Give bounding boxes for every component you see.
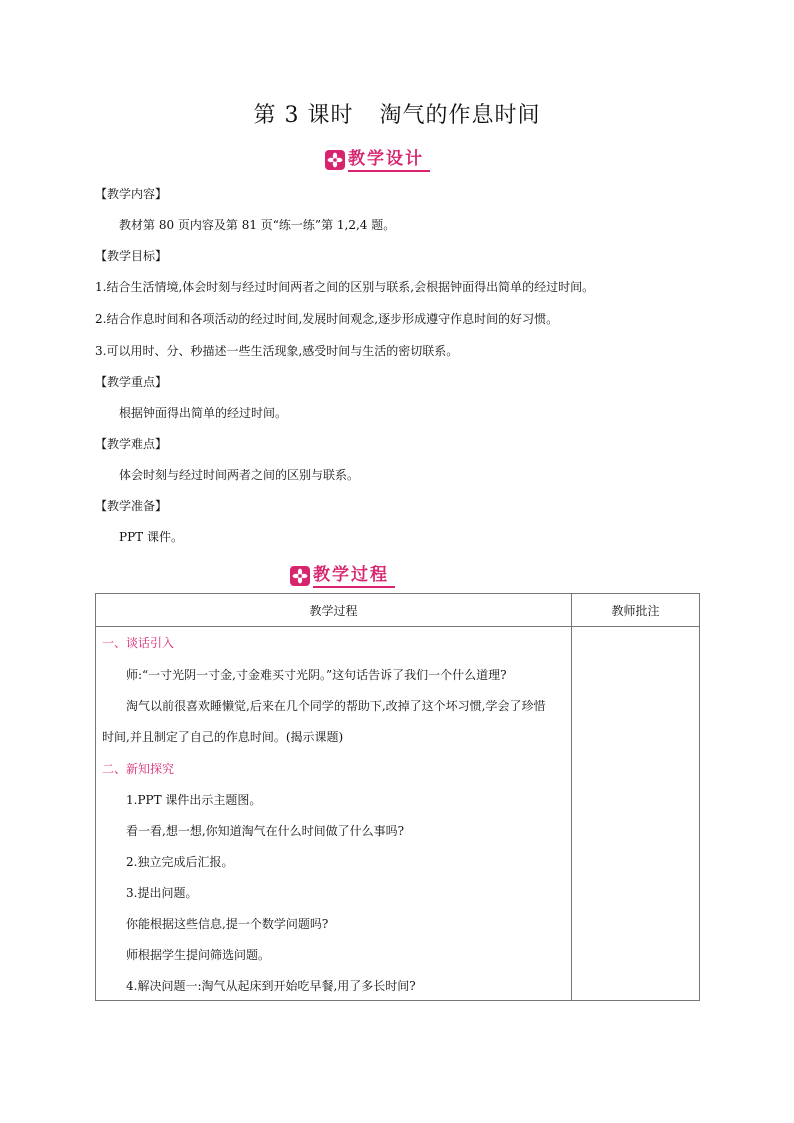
key-heading: 【教学重点】 (95, 375, 168, 389)
flower-icon (290, 566, 310, 586)
page-title (0, 102, 794, 130)
prep-heading: 【教学准备】 (95, 499, 168, 513)
goal-item: 3.可以用时、分、秒描述一些生活现象,感受时间与生活的密切联系。 (95, 344, 459, 358)
design-banner (325, 147, 430, 173)
key-text: 根据钟面得出简单的经过时间。 (119, 406, 288, 420)
flower-icon (325, 150, 345, 170)
section-heading-intro: 一、谈话引入 (102, 636, 175, 650)
prep-text: PPT 课件。 (119, 530, 183, 544)
process-line: 时间,并且制定了自己的作息时间。(揭示课题) (102, 730, 344, 744)
lesson-name: 淘气的作息时间 (379, 103, 541, 128)
process-line: 3.提出问题。 (126, 886, 198, 900)
header-teacher-notes: 教师批注 (572, 594, 700, 627)
process-line: 1.PPT 课件出示主题图。 (126, 793, 262, 807)
teacher-notes-cell (572, 627, 700, 1001)
process-banner-label: 教学过程 (313, 564, 395, 588)
section-heading-explore: 二、新知探究 (102, 762, 175, 776)
process-line: 2.独立完成后汇报。 (126, 855, 234, 869)
process-line: 4.解决问题一:淘气从起床到开始吃早餐,用了多长时间? (126, 979, 416, 993)
table-row (96, 627, 700, 1001)
process-cell (96, 627, 572, 1001)
goals-heading: 【教学目标】 (95, 249, 168, 263)
process-line: 淘气以前很喜欢睡懒觉,后来在几个同学的帮助下,改掉了这个坏习惯,学会了珍惜 (126, 699, 546, 713)
process-line: 师根据学生提问筛选问题。 (126, 948, 271, 962)
goal-item: 2.结合作息时间和各项活动的经过时间,发展时间观念,逐步形成遵守作息时间的好习惯。 (95, 312, 559, 326)
difficult-text: 体会时刻与经过时间两者之间的区别与联系。 (119, 468, 360, 482)
content-heading: 【教学内容】 (95, 187, 168, 201)
lesson-number: 第 3 课时 (253, 103, 354, 128)
header-process: 教学过程 (96, 594, 572, 627)
table-header-row (96, 594, 700, 627)
design-banner-label: 教学设计 (348, 148, 430, 172)
process-line: 你能根据这些信息,提一个数学问题吗? (126, 917, 329, 931)
difficult-heading: 【教学难点】 (95, 437, 168, 451)
process-line: 看一看,想一想,你知道淘气在什么时间做了什么事吗? (126, 824, 405, 838)
process-banner (290, 563, 395, 589)
content-text: 教材第 80 页内容及第 81 页“练一练”第 1,2,4 题。 (119, 218, 396, 232)
process-line: 师:“一寸光阴一寸金,寸金难买寸光阴。”这句话告诉了我们一个什么道理? (126, 668, 507, 682)
goal-item: 1.结合生活情境,体会时刻与经过时间两者之间的区别与联系,会根据钟面得出简单的经过时间。 (95, 280, 595, 294)
process-table (95, 593, 700, 1001)
